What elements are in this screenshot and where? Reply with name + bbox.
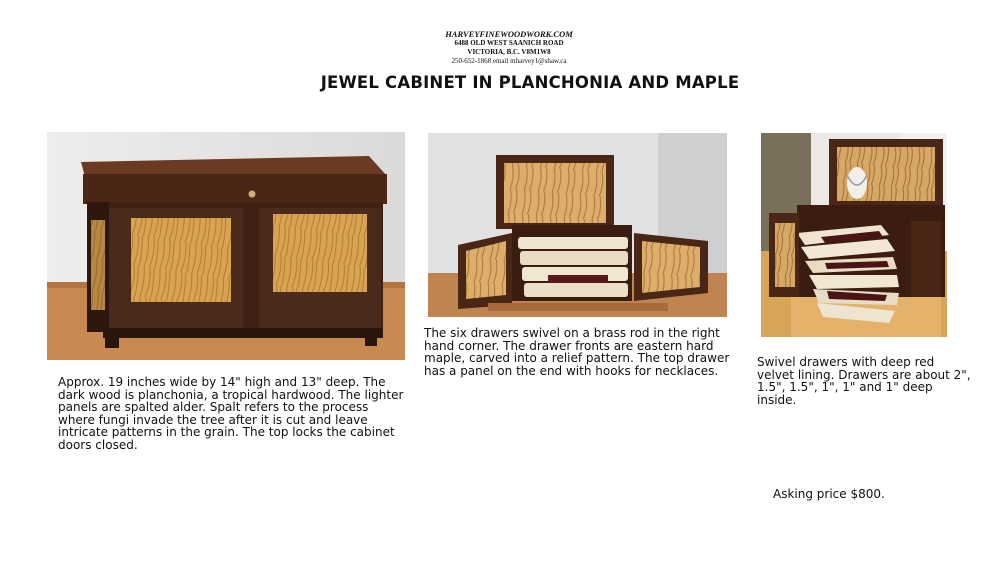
street-address: 6488 OLD WEST SAANICH ROAD	[454, 39, 564, 47]
photo-cabinet-open	[428, 133, 727, 317]
contact-line: 250-652-1868 email mharvey1@shaw.ca	[451, 57, 567, 65]
city-address: VICTORIA, B.C. V8M1W8	[467, 48, 551, 56]
page-title: JEWEL CABINET IN PLANCHONIA AND MAPLE	[320, 73, 740, 92]
caption-drawers-swiveled: Swivel drawers with deep red velvet lining. Drawers are about 2", 1.5", 1.5", 1", 1" and 1" deep inside.	[757, 355, 971, 407]
caption-cabinet-open: The six drawers swivel on a brass rod in the right hand corner. The drawer fronts are eastern hard maple, carved into a relief pattern. The top drawer has a panel on the end with hooks for necklaces.	[424, 326, 730, 378]
asking-price: Asking price $800.	[773, 487, 885, 501]
photo-cabinet-closed	[47, 132, 405, 360]
photo-drawers-swiveled	[761, 133, 947, 337]
caption-cabinet-closed: Approx. 19 inches wide by 14" high and 13" deep. The dark wood is planchonia, a tropical hardwood. The lighter panels are spalted alder. Spalt refers to the process where fungi invade the tree after it is cut and leave intricate patterns in the grain. The top locks the cabinet doors closed.	[58, 375, 404, 452]
business-header	[0, 30, 1000, 66]
website-name: HARVEYFINEWOODWORK.COM	[445, 29, 573, 39]
